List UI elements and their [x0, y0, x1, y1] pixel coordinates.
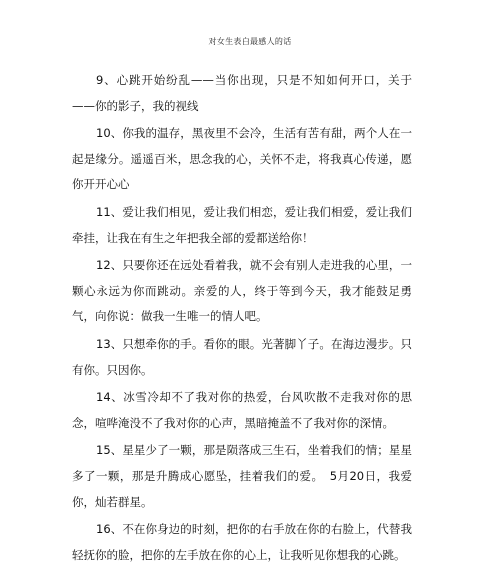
paragraph-9: 9、心跳开始纷乱——当你出现，只是不知如何开口，关于——你的影子，我的视线: [72, 73, 412, 113]
paragraph-13: 13、只想牵你的手。看你的眼。光著脚丫子。在海边漫步。只有你。只因你。: [72, 336, 412, 377]
paragraph-10: 10、你我的温存，黑夜里不会冷，生活有苦有甜，两个人在一起是缘分。遥遥百米，思念我的心，关怀不走，将我真心传递，愿你开开心心: [72, 126, 412, 192]
document-title: 对女生表白最感人的话: [208, 37, 292, 46]
paragraph-14: 14、冰雪冷却不了我对你的热爱，台风吹散不走我对你的思念，喧哗淹没不了我对你的心声，黑暗掩盖不了我对你的深情。: [72, 390, 412, 430]
paragraph-11: 11、爱让我们相见，爱让我们相恋，爱让我们相爱，爱让我们牵挂，让我在有生之年把我全部的爱都送给你！: [72, 204, 412, 245]
document-body: [72, 68, 412, 568]
paragraph-16: 16、不在你身边的时刻，把你的右手放在你的右脸上，代替我轻抚你的脸，把你的左手放在你的心上，让我听见你想我的心跳。: [72, 522, 412, 562]
paragraph-12: 12、只要你还在远处看着我，就不会有别人走进我的心里，一颗心永远为你而跳动。亲爱的人，终于等到今天，我才能鼓足勇气，向你说：做我一生唯一的情人吧。: [72, 258, 412, 324]
paragraph-15: 15、星星少了一颗，那是陨落成三生石，坐着我们的情；星星多了一颗，那是升腾成心愿坠，挂着我们的爱。 5月20日，我爱你，灿若群星。: [72, 443, 412, 509]
